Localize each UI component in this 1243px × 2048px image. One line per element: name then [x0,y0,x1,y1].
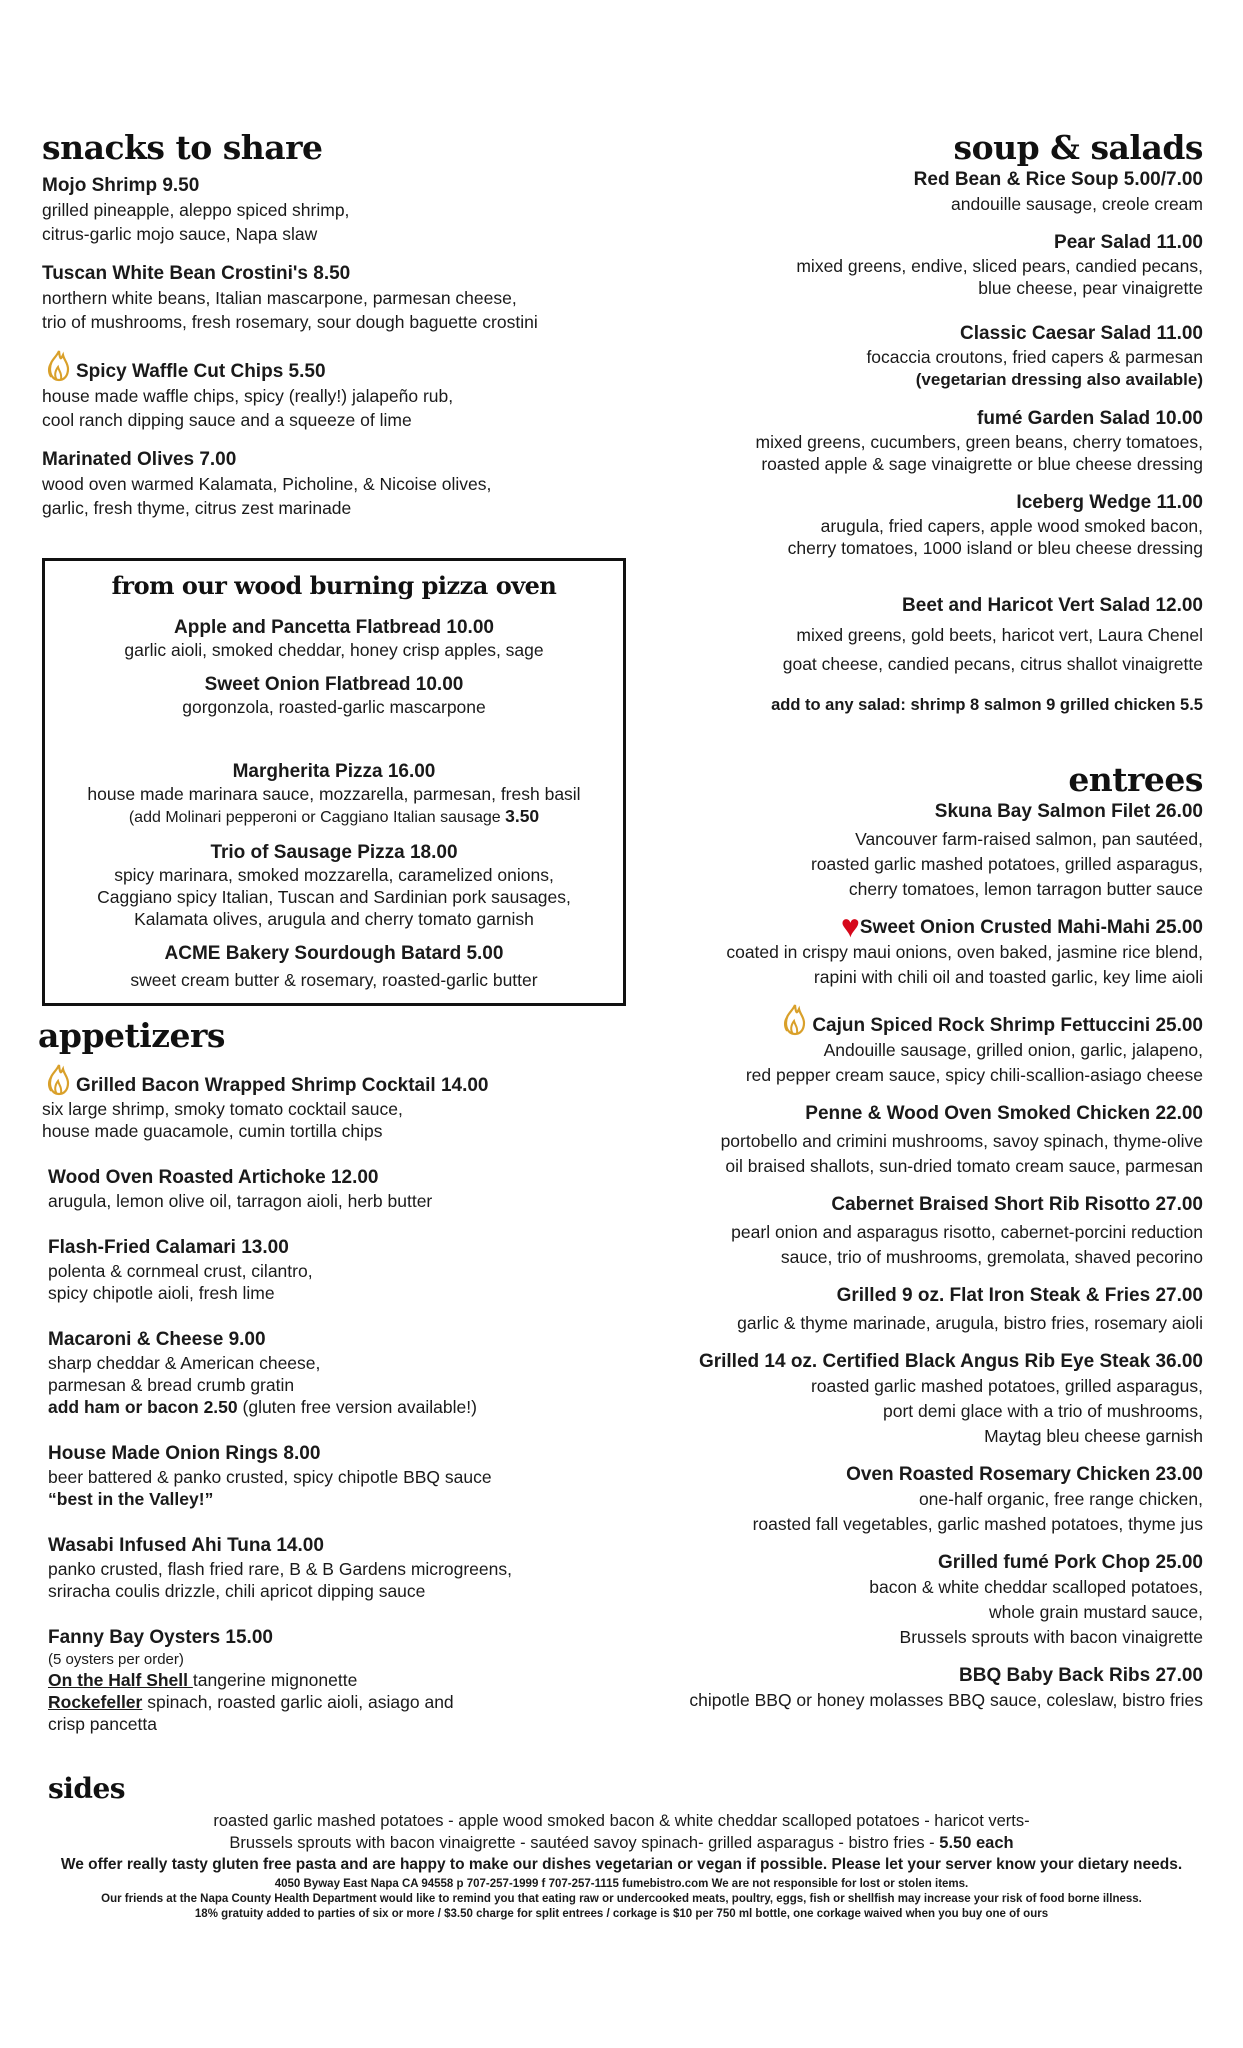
item-desc: Andouille sausage, grilled onion, garlic, jalapeno, [823,1040,1203,1060]
menu-item [583,1663,1203,1713]
pizza-section [42,558,626,1006]
menu-item [42,349,642,432]
item-desc: mixed greens, cucumbers, green beans, cherry tomatoes, [755,432,1203,452]
menu-item [583,1283,1203,1336]
item-desc: beer battered & panko crusted, spicy chipotle BBQ sauce [48,1467,492,1487]
menu-item [583,799,1203,902]
menu-item [42,447,642,520]
entrees-heading: entrees [1068,760,1203,799]
menu-item [583,908,1203,990]
item-name: Marinated Olives 7.00 [42,449,237,470]
item-desc: cherry tomatoes, 1000 island or bleu cheese dressing [787,538,1203,558]
flame-icon [778,1003,812,1037]
rockefeller-desc: spinach, roasted garlic aioli, asiago and [142,1692,454,1712]
sides-line-text: Brussels sprouts with bacon vinaigrette - sautéed savoy spinach- grilled asparagus - bistro fries - [229,1834,940,1852]
item-desc: cherry tomatoes, lemon tarragon butter sauce [848,879,1203,899]
item-desc: mixed greens, endive, sliced pears, candied pecans, [796,256,1203,276]
item-name: Wasabi Infused Ahi Tuna 14.00 [48,1535,324,1556]
gratuity-notice: 18% gratuity added to parties of six or more / $3.50 charge for split entrees / corkage is $10 per 750 ml bottle, one corkage waived when you buy one of ours [194,1908,1049,1920]
item-name: Tuscan White Bean Crostini's 8.50 [42,263,351,284]
item-name: Grilled 14 oz. Certified Black Angus Rib Eye Steak 36.00 [698,1351,1203,1372]
menu-item [583,591,1203,679]
item-name: Apple and Pancetta Flatbread 10.00 [174,617,494,638]
item-desc: sriracha coulis drizzle, chili apricot dipping sauce [48,1581,426,1601]
sides-line [0,1832,1243,1854]
item-name: Iceberg Wedge 11.00 [1016,492,1203,513]
item-name: fumé Garden Salad 10.00 [977,408,1203,429]
menu-item [583,1192,1203,1270]
addon-note: (gluten free version available!) [237,1397,477,1417]
menu-item [45,942,623,991]
item-name: Skuna Bay Salmon Filet 26.00 [934,801,1203,822]
item-desc: spicy chipotle aioli, fresh lime [48,1283,275,1303]
menu-item [583,406,1203,475]
menu-item [583,1349,1203,1449]
item-name: Penne & Wood Oven Smoked Chicken 22.00 [805,1103,1203,1124]
item-desc: wood oven warmed Kalamata, Picholine, & Nicoise olives, [42,474,492,494]
item-desc: red pepper cream sauce, spicy chili-scallion-asiago cheese [745,1065,1203,1085]
item-name: Margherita Pizza 16.00 [232,761,436,782]
flame-icon [42,1063,76,1097]
sides-heading: sides [48,1772,126,1805]
item-name: Beet and Haricot Vert Salad 12.00 [902,595,1203,616]
pizza-heading: from our wood burning pizza oven [111,571,557,600]
item-name: Red Bean & Rice Soup 5.00/7.00 [913,169,1203,190]
item-desc: roasted apple & sage vinaigrette or blue cheese dressing [761,454,1203,474]
soups-heading: soup & salads [953,128,1203,167]
note-price: 3.50 [505,806,540,826]
menu-item [583,1003,1203,1088]
item-desc: rapini with chili oil and toasted garlic, key lime aioli [813,967,1203,987]
menu-item [583,230,1203,299]
item-desc: port demi glace with a trio of mushrooms, [883,1401,1203,1421]
item-desc: goat cheese, candied pecans, citrus shallot vinaigrette [782,654,1203,674]
menu-item [45,673,623,718]
sides-line: roasted garlic mashed potatoes - apple wood smoked bacon & white cheddar scalloped potatoes - haricot verts- [213,1812,1030,1830]
menu-item [583,1462,1203,1537]
menu-item [42,173,642,246]
item-desc: six large shrimp, smoky tomato cocktail sauce, [42,1099,403,1119]
item-desc: blue cheese, pear vinaigrette [978,278,1203,298]
item-name: Pear Salad 11.00 [1054,232,1203,253]
menu-item [42,1063,660,1142]
heart-icon: ♥ [840,908,860,944]
item-desc: roasted garlic mashed potatoes, grilled asparagus, [810,854,1203,874]
menu-item [45,841,623,930]
half-shell-desc: tangerine mignonette [192,1670,358,1690]
sides-section [0,1772,1243,1922]
item-desc: citrus-garlic mojo sauce, Napa slaw [42,224,318,244]
menu-item [45,616,623,661]
note-text: (add Molinari pepperoni or Caggiano Italian sausage [128,809,506,826]
appetizers-section [40,1016,660,1759]
item-small: (5 oysters per order) [48,1651,184,1668]
item-desc: roasted garlic mashed potatoes, grilled asparagus, [810,1376,1203,1396]
entrees-section [583,760,1203,1726]
item-desc: house made guacamole, cumin tortilla chips [42,1121,383,1141]
item-desc: garlic aioli, smoked cheddar, honey crisp apples, sage [124,640,544,660]
item-name: Sweet Onion Flatbread 10.00 [204,674,464,695]
salad-addon: add to any salad: shrimp 8 salmon 9 grilled chicken 5.5 [771,696,1203,714]
item-note [45,805,623,829]
rockefeller-label: Rockefeller [48,1692,143,1712]
item-desc: polenta & cornmeal crust, cilantro, [48,1261,313,1281]
item-name: Mojo Shrimp 9.50 [42,175,200,196]
item-desc: house made marinara sauce, mozzarella, parmesan, fresh basil [87,784,581,804]
item-name: Wood Oven Roasted Artichoke 12.00 [48,1167,379,1188]
item-name: Classic Caesar Salad 11.00 [960,323,1203,344]
menu-item [583,167,1203,216]
item-name: Flash-Fried Calamari 13.00 [48,1237,289,1258]
snacks-heading: snacks to share [42,128,323,167]
menu-item [48,1328,660,1418]
item-name: Trio of Sausage Pizza 18.00 [210,842,458,863]
addon-bold: add ham or bacon 2.50 [48,1397,238,1417]
item-desc: oil braised shallots, sun-dried tomato cream sauce, parmesan [725,1156,1203,1176]
item-desc: focaccia croutons, fried capers & parmesan [866,347,1203,367]
item-desc: coated in crispy maui onions, oven baked, jasmine rice blend, [726,942,1203,962]
item-name [583,908,1203,944]
menu-item [583,1550,1203,1650]
item-name [42,1063,660,1098]
item-desc: sauce, trio of mushrooms, gremolata, shaved pecorino [780,1247,1203,1267]
menu-item [48,1442,660,1510]
item-name-text: Sweet Onion Crusted Mahi-Mahi 25.00 [859,917,1203,938]
flame-icon [42,349,76,383]
item-desc: house made waffle chips, spicy (really!) jalapeño rub, [42,386,454,406]
item-desc: garlic & thyme marinade, arugula, bistro fries, rosemary aioli [737,1313,1203,1333]
item-addon [48,1396,660,1418]
item-desc: bacon & white cheddar scalloped potatoes, [869,1577,1203,1597]
snacks-section [42,128,642,535]
item-desc: spicy marinara, smoked mozzarella, caramelized onions, [114,865,554,885]
item-desc: arugula, lemon olive oil, tarragon aioli, herb butter [48,1191,433,1211]
item-name-text: Spicy Waffle Cut Chips 5.50 [76,361,326,382]
half-shell-label: On the Half Shell [48,1670,193,1690]
item-desc: grilled pineapple, aleppo spiced shrimp, [42,200,350,220]
item-name: Grilled 9 oz. Flat Iron Steak & Fries 27.00 [836,1285,1203,1306]
item-desc: crisp pancetta [48,1714,157,1734]
menu-item [48,1236,660,1304]
half-shell-line [48,1669,660,1691]
menu-item [583,490,1203,559]
item-desc: parmesan & bread crumb gratin [48,1375,295,1395]
item-name: Grilled fumé Pork Chop 25.00 [937,1552,1203,1573]
item-name: ACME Bakery Sourdough Batard 5.00 [164,943,504,964]
menu-item [48,1166,660,1212]
menu-item [583,321,1203,391]
item-name: Oven Roasted Rosemary Chicken 23.00 [846,1464,1203,1485]
item-name [583,1003,1203,1038]
sides-price: 5.50 each [939,1834,1014,1852]
item-name: Macaroni & Cheese 9.00 [48,1329,266,1350]
menu-item [583,1101,1203,1179]
menu-item [45,760,623,829]
item-desc: garlic, fresh thyme, citrus zest marinade [42,498,352,518]
item-desc: Caggiano spicy Italian, Tuscan and Sardinian pork sausages, [97,887,571,907]
menu-item [48,1534,660,1602]
item-desc: sweet cream butter & rosemary, roasted-garlic butter [130,970,538,990]
item-desc: whole grain mustard sauce, [989,1602,1203,1622]
menu-item [48,1626,660,1735]
item-name: Cabernet Braised Short Rib Risotto 27.00 [831,1194,1203,1215]
item-desc: cool ranch dipping sauce and a squeeze of lime [42,410,412,430]
item-desc: mixed greens, gold beets, haricot vert, Laura Chenel [796,625,1203,645]
item-desc: one-half organic, free range chicken, [918,1489,1203,1509]
rockefeller-line [48,1691,660,1713]
menu-item [42,261,642,334]
item-name [42,349,642,384]
item-desc: Vancouver farm-raised salmon, pan sautéed, [855,829,1203,849]
item-desc: andouille sausage, creole cream [951,194,1203,214]
item-desc: gorgonzola, roasted-garlic mascarpone [182,697,486,717]
dietary-note: We offer really tasty gluten free pasta and are happy to make our dishes vegetarian or vegan if possible. Please let your server know your dietary needs. [60,1856,1183,1873]
item-desc: chipotle BBQ or honey molasses BBQ sauce, coleslaw, bistro fries [689,1690,1203,1710]
soups-section [583,128,1203,717]
item-desc: roasted fall vegetables, garlic mashed potatoes, thyme jus [752,1514,1203,1534]
item-name: House Made Onion Rings 8.00 [48,1443,321,1464]
item-desc: sharp cheddar & American cheese, [48,1353,321,1373]
item-desc: panko crusted, flash fried rare, B & B Gardens microgreens, [48,1559,512,1579]
item-name: BBQ Baby Back Ribs 27.00 [959,1665,1203,1686]
item-desc: Maytag bleu cheese garnish [984,1426,1203,1446]
item-desc: arugula, fried capers, apple wood smoked bacon, [820,516,1203,536]
item-name: Fanny Bay Oysters 15.00 [48,1627,273,1648]
item-name-text: Grilled Bacon Wrapped Shrimp Cocktail 14.00 [76,1075,489,1096]
health-notice: Our friends at the Napa County Health Department would like to remind you that eating raw or undercooked meats, poultry, eggs, fish or shellfish may increase your risk of food borne illness. [101,1893,1142,1905]
item-desc: portobello and crimini mushrooms, savoy spinach, thyme-olive [720,1131,1203,1151]
item-name-text: Cajun Spiced Rock Shrimp Fettuccini 25.00 [812,1015,1203,1036]
item-desc: Brussels sprouts with bacon vinaigrette [899,1627,1203,1647]
item-desc: trio of mushrooms, fresh rosemary, sour dough baguette crostini [42,312,538,332]
item-bold-note: “best in the Valley!” [48,1489,214,1509]
item-desc: Kalamata olives, arugula and cherry tomato garnish [134,909,534,929]
item-bold-note: (vegetarian dressing also available) [915,370,1203,389]
item-desc: pearl onion and asparagus risotto, cabernet-porcini reduction [731,1222,1203,1242]
item-desc: northern white beans, Italian mascarpone, parmesan cheese, [42,288,517,308]
address-line: 4050 Byway East Napa CA 94558 p 707-257-1999 f 707-257-1115 fumebistro.com We are not responsible for lost or stolen items. [274,1878,969,1890]
appetizers-heading: appetizers [38,1016,226,1055]
